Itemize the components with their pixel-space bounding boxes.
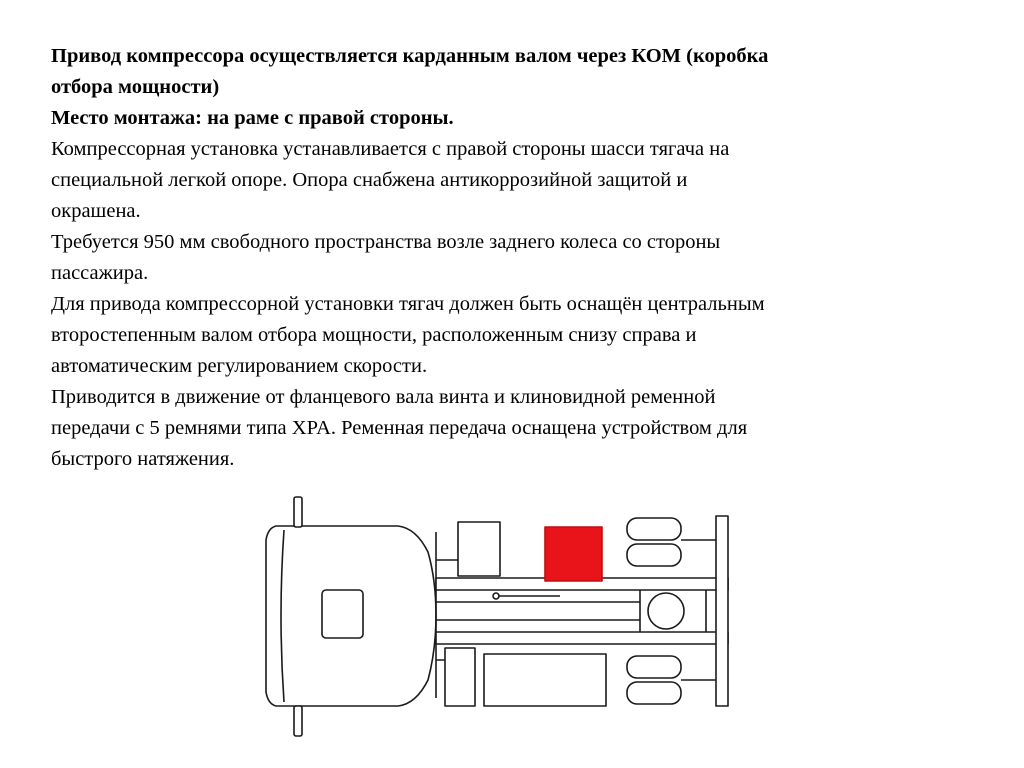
rear-wheel [627, 682, 681, 704]
compressor-unit [545, 527, 602, 581]
frame-rail-lower [436, 632, 728, 644]
mirror-left [294, 497, 302, 527]
battery-box [484, 654, 606, 706]
body-line: быстрого натяжения. [51, 448, 235, 470]
rear-wheel [627, 544, 681, 566]
body-line: специальной легкой опоре. Опора снабжена антикоррозийной защитой и [51, 169, 688, 191]
body-line: Компрессорная установка устанавливается с правой стороны шасси тягача на [51, 138, 730, 160]
fifth-wheel [648, 593, 684, 629]
heading-line-1: Привод компрессора осуществляется карданным валом через КОМ (коробка [51, 45, 769, 67]
cab-frame-link [436, 560, 458, 660]
truck-cab [266, 497, 436, 736]
mirror-right [294, 706, 302, 736]
rear-wheel [627, 518, 681, 540]
body-line: Требуется 950 мм свободного пространства возле заднего колеса со стороны [51, 231, 721, 253]
body-line: пассажира. [51, 262, 149, 284]
rear-axle-bar [716, 516, 728, 706]
mount-location: Место монтажа: на раме с правой стороны. [51, 107, 454, 129]
cab-roof-hatch [322, 590, 363, 638]
rear-wheel [627, 656, 681, 678]
body-line: Приводится в движение от фланцевого вала винта и клиновидной ременной [51, 386, 716, 408]
pto-joint [493, 593, 499, 599]
body-line: Для привода компрессорной установки тягач должен быть оснащён центральным [51, 293, 765, 315]
body-line: второстепенным валом отбора мощности, расположенным снизу справа и [51, 324, 697, 346]
side-box-upper [458, 522, 500, 576]
heading-line-2: отбора мощности) [51, 76, 220, 98]
fuel-tank [445, 648, 475, 706]
body-line: передачи с 5 ремнями типа XPA. Ременная передача оснащена устройством для [51, 417, 748, 439]
body-line: окрашена. [51, 200, 141, 222]
body-line: автоматическим регулированием скорости. [51, 355, 428, 377]
